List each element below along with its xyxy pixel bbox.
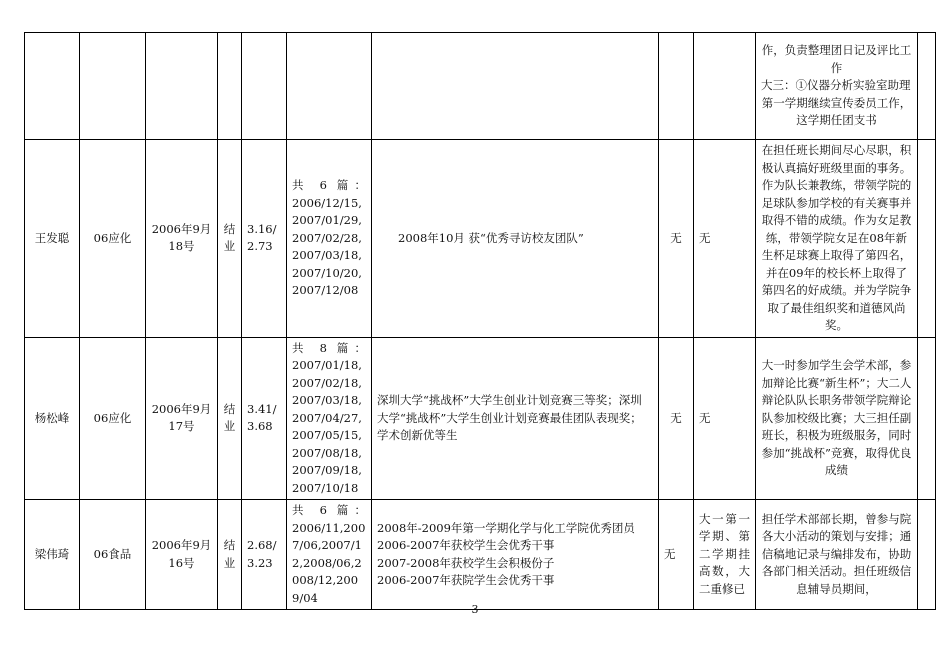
table-row: [25, 33, 936, 140]
punishment-cell: 无: [659, 500, 694, 610]
honor-line: 2008年10月 获“优秀寻访校友团队”: [398, 230, 584, 245]
failed-line: 大一第一学期、第二学期挂高数，大二重修已: [699, 511, 750, 596]
honor-line: 2006-2007年获校学生会优秀干事: [377, 538, 555, 552]
service-cell: [756, 500, 918, 610]
service-line: 担任学术部部长期，曾参与院各大小活动的策划与安排；通信稿地记录与编排发布，协助各部门相关活动。担任班级信息辅导员期间，: [761, 511, 912, 596]
class-cell: 06应化: [80, 140, 146, 338]
name-cell: 杨松峰: [25, 337, 80, 500]
failed-courses-cell: [694, 500, 756, 610]
punishment-cell: 无: [659, 337, 694, 500]
score-cell: 3.16/2.73: [242, 140, 287, 338]
table-row: [25, 500, 936, 610]
graduation-cell: 结业: [218, 140, 242, 338]
service-line: 大一时参加学生会学术部，参加辩论比赛“新生杯”；大二人辩论队队长职务带领学院辩论队参加校级比赛；大三担任副班长，积极为班级服务，同时参加“挑战杯”竞赛，取得优良成绩: [761, 358, 912, 477]
service-line: 第一学期继续宣传委员工作，这学期任团支书: [761, 95, 912, 128]
articles-count: 共 6 篇：: [292, 178, 366, 192]
honor-line: 2008年-2009年第一学期化学与化工学院优秀团员: [377, 520, 635, 535]
failed-line: 无: [699, 230, 711, 245]
punishment-cell: [659, 33, 694, 140]
score-cell: 2.68/3.23: [242, 500, 287, 610]
articles-cell: [287, 337, 372, 500]
failed-courses-cell: [694, 337, 756, 500]
enroll-date-cell: [146, 33, 218, 140]
name-cell: 王发聪: [25, 140, 80, 338]
honor-line: 2007-2008年获校学生会积极份子: [377, 555, 555, 570]
failed-courses-cell: [694, 33, 756, 140]
articles-count: 共 6 篇：: [292, 503, 366, 517]
name-cell: [25, 33, 80, 140]
articles-dates: 2006/12/15,2007/01/29,2007/02/28,2007/03/18,2007/10/20,2007/12/08: [292, 195, 362, 297]
articles-cell: [287, 33, 372, 140]
service-cell: [756, 33, 918, 140]
articles-cell: [287, 500, 372, 610]
class-cell: [80, 33, 146, 140]
failed-line: 无: [699, 410, 711, 425]
graduation-cell: 结业: [218, 337, 242, 500]
enroll-date-cell: 2006年9月18号: [146, 140, 218, 338]
table-row: [25, 337, 936, 500]
service-line: 作，负责整理团日记及评比工作: [761, 43, 912, 75]
articles-dates: 2007/01/18,2007/02/18,2007/03/18,2007/04/27,2007/05/15,2007/08/18,2007/09/18,2007/10/18: [292, 358, 362, 495]
page-number: 3: [471, 603, 479, 616]
enroll-date-cell: 2006年9月17号: [146, 337, 218, 500]
enroll-date-cell: 2006年9月16号: [146, 500, 218, 610]
class-cell: 06食品: [80, 500, 146, 610]
honor-line: 深圳大学“挑战杯”大学生创业计划竞赛三等奖；深圳大学“挑战杯”大学生创业计划竞赛最佳团队表现奖；学术创新优等生: [377, 393, 642, 442]
table-row: [25, 140, 936, 338]
class-cell: 06应化: [80, 337, 146, 500]
name-cell: 梁伟琦: [25, 500, 80, 610]
service-line: 在担任班长期间尽心尽职，积极认真搞好班级里面的事务。作为队长兼教练，带领学院的足球队参加学校的有关赛事并取得不错的成绩。作为女足教练，带领学院女足在08年新生杯足球赛上取得了第四名，并在09年的校长杯上取得了第四名的好成绩。并为学院争取了最佳组织奖和道德风尚奖。: [761, 143, 912, 332]
blank-cell: [918, 33, 936, 140]
blank-cell: [918, 500, 936, 610]
service-cell: [756, 140, 918, 338]
honors-cell: [372, 140, 659, 338]
honors-cell: [372, 500, 659, 610]
punishment-cell: 无: [659, 140, 694, 338]
failed-courses-cell: [694, 140, 756, 338]
articles-cell: [287, 140, 372, 338]
score-cell: 3.41/3.68: [242, 337, 287, 500]
service-cell: [756, 337, 918, 500]
graduation-cell: [218, 33, 242, 140]
articles-dates: 2006/11,2007/06,2007/12,2008/06,2008/12,2009/04: [292, 520, 366, 605]
score-cell: [242, 33, 287, 140]
honor-line: 2006-2007年获院学生会优秀干事: [377, 573, 555, 587]
service-line: 大三：①仪器分析实验室助理: [761, 78, 911, 93]
articles-count: 共 8 篇：: [292, 340, 366, 355]
student-table: [24, 32, 936, 610]
honors-cell: [372, 33, 659, 140]
honors-cell: [372, 337, 659, 500]
graduation-cell: 结业: [218, 500, 242, 610]
blank-cell: [918, 337, 936, 500]
blank-cell: [918, 140, 936, 338]
